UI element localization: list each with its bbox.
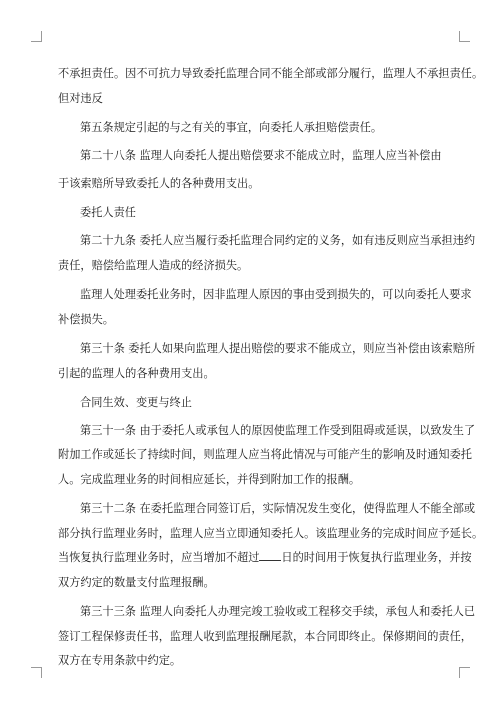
crop-mark-bottom-right xyxy=(459,667,470,678)
text-line: 第二十九条 委托人应当履行委托监理合同约定的义务，如有违反则应当承担违约 xyxy=(80,234,476,247)
text-line: 部分执行监理业务时，监理人应当立即通知委托人。该监理业务的完成时间应予延长。 xyxy=(58,527,484,540)
text-line: 第三十一条 由于委托人或承包人的原因使监理工作受到阻碍或延误，以致发生了 xyxy=(80,424,476,437)
fill-in-blank xyxy=(259,550,281,561)
text-segment: 日的时间用于恢复执行监理业务，并按 xyxy=(281,551,472,564)
text-line: 不承担责任。因不可抗力导致委托监理合同不能全部或部分履行，监理人不承担责任。 xyxy=(58,67,484,80)
text-line: 双方在专用条款中约定。 xyxy=(58,654,182,667)
text-line: 第三十三条 监理人向委托人办理完竣工验收或工程移交手续，承包人和委托人已 xyxy=(80,605,476,618)
crop-mark-top-left xyxy=(31,31,42,42)
crop-mark-top-right xyxy=(459,31,470,42)
text-line: 第三十条 委托人如果向监理人提出赔偿的要求不能成立，则应当补偿由该索赔所 xyxy=(80,342,476,355)
text-line: 人。完成监理业务的时间相应延长，并得到附加工作的报酬。 xyxy=(58,473,361,486)
text-line: 但对违反 xyxy=(58,92,103,105)
text-line: 于该索赔所导致委托人的各种费用支出。 xyxy=(58,177,260,190)
text-line-with-blank xyxy=(58,550,472,565)
text-line: 签订工程保修责任书，监理人收到监理报酬尾款，本合同即终止。保修期间的责任， xyxy=(58,630,472,643)
text-line: 附加工作或延长了持续时间，则监理人应当将此情况与可能产生的影响及时通知委托 xyxy=(58,448,472,461)
text-line: 监理人处理委托业务时，因非监理人原因的事由受到损失的，可以向委托人要求 xyxy=(80,288,472,301)
text-line: 补偿损失。 xyxy=(58,313,114,326)
text-segment: 当恢复执行监理业务时，应当增加不超过 xyxy=(58,551,260,564)
text-line: 双方约定的数量支付监理报酬。 xyxy=(58,576,215,589)
text-line: 责任，赔偿给监理人造成的经济损失。 xyxy=(58,259,249,272)
text-line: 第三十二条 在委托监理合同签订后，实际情况发生变化，使得监理人不能全部或 xyxy=(80,502,476,515)
text-line: 第五条规定引起的与之有关的事宜，向委托人承担赔偿责任。 xyxy=(80,121,383,134)
text-line: 引起的监理人的各种费用支出。 xyxy=(58,367,215,380)
section-heading: 委托人责任 xyxy=(80,206,136,219)
text-line: 第二十八条 监理人向委托人提出赔偿要求不能成立时，监理人应当补偿由 xyxy=(80,149,442,162)
section-heading: 合同生效、变更与终止 xyxy=(80,396,192,409)
crop-mark-bottom-left xyxy=(31,667,42,678)
